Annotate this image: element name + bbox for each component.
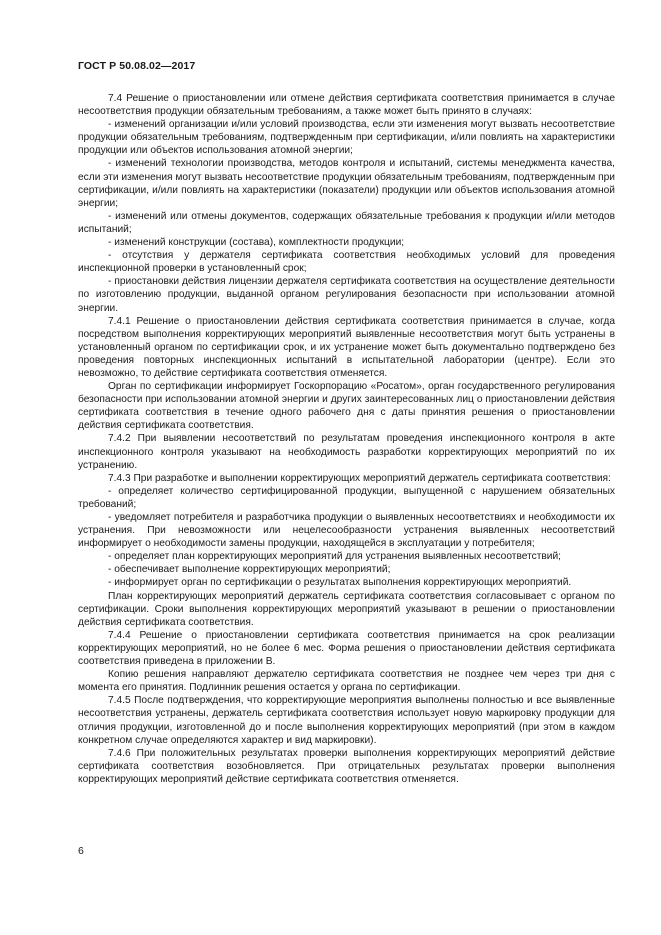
- paragraph-7-4-1: 7.4.1 Решение о приостановлении действия сертификата соответствия принимается в случае, когда посредством выполнения корректирующих мероприятий выявленные несоответствия могут быть устранены в установленный органом по сертификации срок, и их устранение может быть документально подтверждено без проведения повторных инспекционных испытаний в испытательной лаборатории (центре). Если это невозможно, то действие сертификата соответствия отменяется.: [78, 315, 615, 379]
- document-body: [78, 92, 615, 786]
- paragraph: План корректирующих мероприятий держатель сертификата соответствия согласовывает с органом по сертификации. Сроки выполнения корректирующих мероприятий указывают в решении о приостановлении действия сертификата соответствия.: [78, 590, 615, 628]
- list-item: - уведомляет потребителя и разработчика продукции о выявленных несоответствиях и необходимости их устранения. При невозможности или нецелесообразности устранения выявленных несоответствий информирует о необходимости замены продукции, находящейся в эксплуатации у потребителя;: [78, 512, 615, 550]
- list-item: - информирует орган по сертификации о результатах выполнения корректирующих мероприятий.: [108, 577, 572, 589]
- paragraph-7-4-6: 7.4.6 При положительных результатах проверки выполнения корректирующих мероприятий действие сертификата соответствия возобновляется. При отрицательных результатах проверки выполнения корректирующих мероприятий действие сертификата соответствия отменяется.: [78, 747, 615, 785]
- list-item: - отсутствия у держателя сертификата соответствия необходимых условий для проведения инспекционной проверки в установленный срок;: [78, 250, 615, 275]
- list-item: - изменений организации и/или условий производства, если эти изменения могут вызвать несоответствие продукции обязательным требованиям, подтвержденным при сертификации, и/или повлиять на характеристики продукции или объектов использования атомной энергии;: [78, 119, 615, 157]
- paragraph-7-4-5: 7.4.5 После подтверждения, что корректирующие мероприятия выполнены полностью и все выявленные несоответствия устранены, держатель сертификата соответствия использует новую маркировку продукции для отличия продукции, изготовленной до и после выполнения корректирующих мероприятий (при этом в каждом конкретном случае определяются характер и вид маркировки).: [78, 695, 615, 746]
- list-item: - определяет количество сертифицированной продукции, выпущенной с нарушением обязательных требований;: [78, 485, 615, 510]
- paragraph-7-4-4: 7.4.4 Решение о приостановлении сертификата соответствия принимается на срок реализации корректирующих мероприятий, но не более 6 мес. Форма решения о приостановлении действия сертификата соответствия приведена в приложении В.: [78, 629, 615, 668]
- paragraph-7-4-2: 7.4.2 При выявлении несоответствий по результатам проведения инспекционного контроля в акте инспекционного контроля указывают на необходимость разработки корректирующих мероприятий по их устранению.: [78, 433, 615, 471]
- list-item: - приостановки действия лицензии держателя сертификата соответствия на осуществление деятельности по изготовлению продукции, выданной органом регулирования безопасности при использовании атомной энергии.: [78, 276, 615, 314]
- standard-header: ГОСТ Р 50.08.02—2017: [78, 60, 196, 72]
- paragraph: Орган по сертификации информирует Госкорпорацию «Росатом», орган государственного регулирования безопасности при использовании атомной энергии и других заинтересованных лиц о приостановлении действия сертификата соответствия в течение одного рабочего дня с даты принятия решения о приостановлении действия сертификата соответствия.: [78, 381, 615, 432]
- list-item: - обеспечивает выполнение корректирующих мероприятий;: [108, 564, 391, 576]
- list-item: - изменений конструкции (состава), комплектности продукции;: [108, 237, 405, 249]
- list-item: - определяет план корректирующих мероприятий для устранения выявленных несоответствий;: [108, 551, 561, 563]
- list-item: - изменений или отмены документов, содержащих обязательные требования к продукции и/или методов испытаний;: [78, 210, 615, 235]
- list-item: - изменений технологии производства, методов контроля и испытаний, системы менеджмента качества, если эти изменения могут вызвать несоответствие продукции обязательным требованиям, подтвержденным при сертификации, и/или повлиять на характеристики (показатели) продукции или объектов использования атомной энергии;: [78, 158, 615, 209]
- paragraph: Копию решения направляют держателю сертификата соответствия не позднее чем через три дня с момента его принятия. Подлинник решения остается у органа по сертификации.: [78, 669, 615, 694]
- paragraph-7-4-3: 7.4.3 При разработке и выполнении корректирующих мероприятий держатель сертификата соответствия:: [108, 472, 611, 484]
- page-number: 6: [78, 845, 84, 857]
- paragraph-7-4: 7.4 Решение о приостановлении или отмене действия сертификата соответствия принимается в случае несоответствия продукции обязательным требованиям, а также может быть принято в случаях:: [78, 93, 615, 118]
